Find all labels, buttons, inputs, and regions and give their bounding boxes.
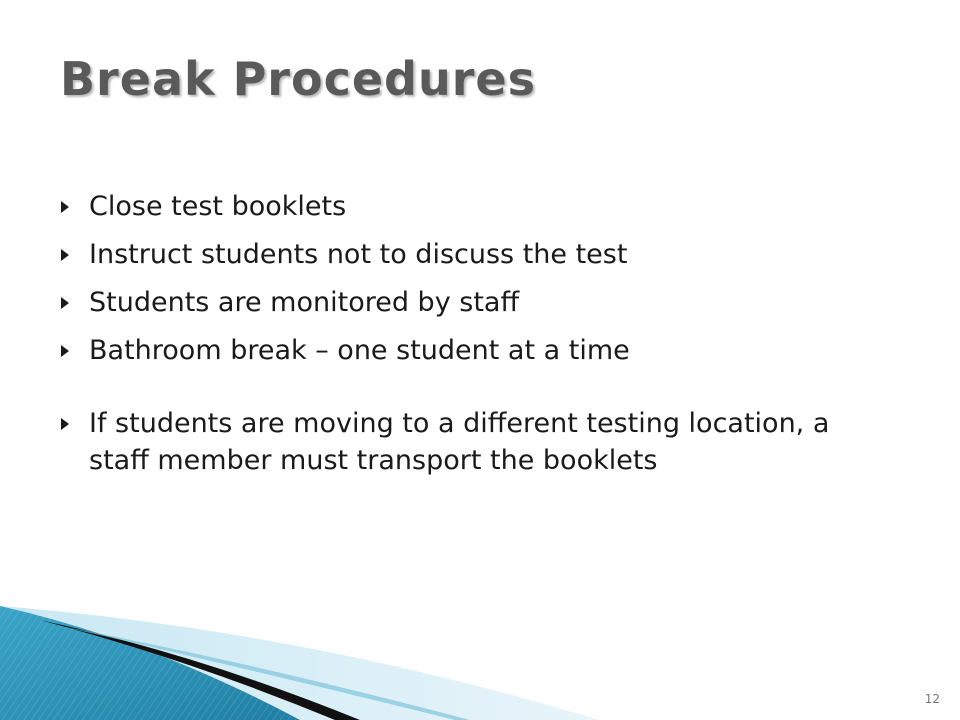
bullet-text: If students are moving to a different testing location, a staff member must transport the booklets — [89, 408, 830, 476]
page-number: 12 — [924, 692, 940, 706]
bullet-text: Close test booklets — [89, 191, 347, 222]
bullet-text: Instruct students not to discuss the test — [89, 239, 628, 270]
bullet-text: Students are monitored by staff — [89, 287, 520, 318]
bullet-text: Bathroom break – one student at a time — [89, 335, 630, 366]
slide-title: Break Procedures — [60, 52, 536, 106]
